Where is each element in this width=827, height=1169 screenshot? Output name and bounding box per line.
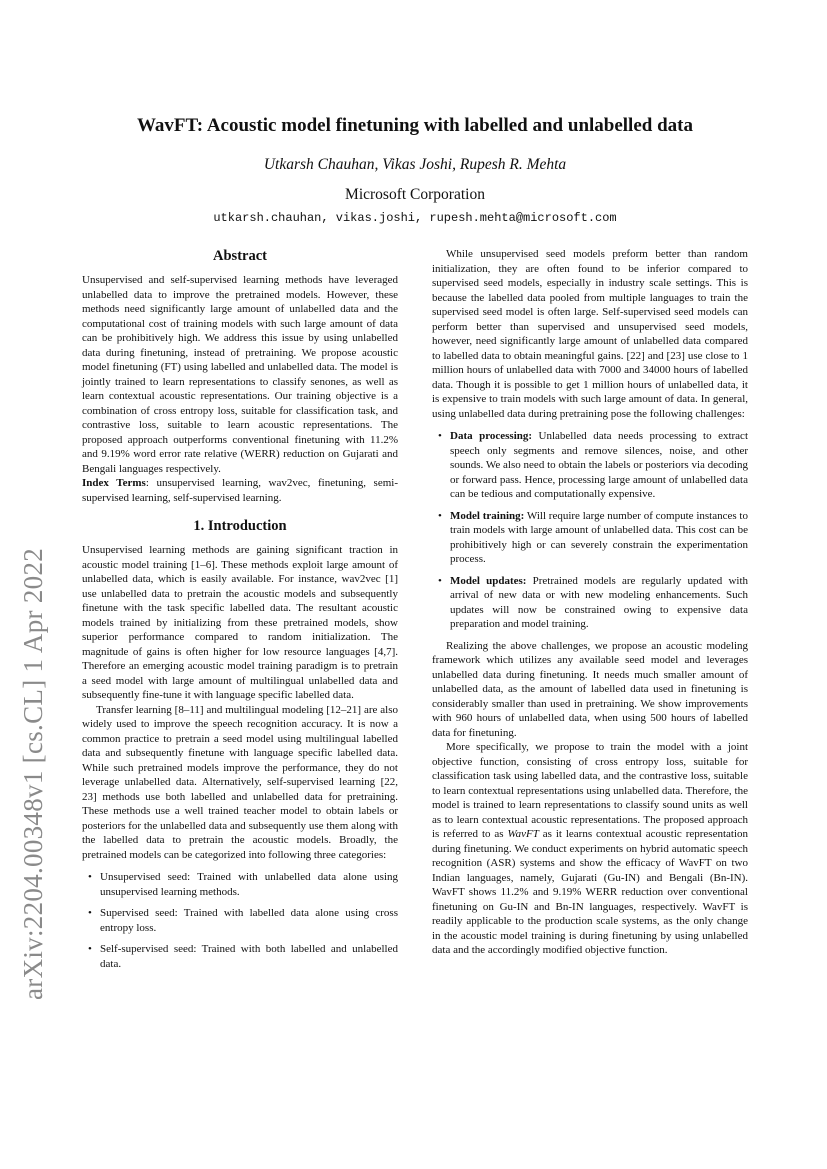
body-paragraph (432, 740, 748, 958)
body-paragraph: While unsupervised seed models preform better than random initialization, they are often found to be inferior compared to supervised seed models, especially in industry scale settings. This is because the labelled data pooled from multiple languages to train the supervised seed model is often large. Self-supervised seed models can perform better than supervised and unsupervised seed models, however, need significantly large amount of unlabelled data compared to labelled data to obtain meaningful gains. [22] and [23] use close to 1 million hours of unlabelled data with 7000 and 34000 hours of labelled data. Though it is possible to get 1 million hours of unlabelled data, it is expensive to train models with such large amount of data. In general, using unlabelled data during pretraining pose the following challenges: (432, 248, 748, 420)
body-text: More specifically, we propose to train the model with a joint objective function, consisting of cross entropy loss, suitable for classification task using labelled data, and the contrastive loss, suitable to learn contextual representations using unlabelled data. Therefore, the model is trained to learn representations to classify sound units as well as to learn contextual acoustic representations. The proposed approach is referred to as (432, 741, 748, 840)
list-item-heading: Data processing: (450, 430, 533, 442)
bullet-marker: • (438, 430, 442, 442)
affiliation: Microsoft Corporation (345, 186, 485, 203)
list-item-text: Supervised seed: Trained with labelled data alone using cross entropy loss. (100, 907, 398, 934)
list-item (88, 906, 398, 935)
author-list: Utkarsh Chauhan, Vikas Joshi, Rupesh R. Mehta (263, 156, 567, 173)
right-column (432, 247, 748, 958)
intro-paragraph: Unsupervised learning methods are gaining significant traction in acoustic model training [1–6]. These methods exploit large amount of unlabelled data, which is easily available. For instance, wav2vec [1] use unlabelled data to pretrain the acoustic models and subsequently finetune with the task specific labelled data. The resultant acoustic models trained by initializing from these pretrained models, show superior performance compared to random initialization. The magnitude of gains is often higher for low resource languages [4,7]. Therefore an emerging acoustic model training paradigm is to pretrain a seed model with large amount of multilingual unlabelled data and subsequently fine-tune it with language specific labelled data. (82, 544, 398, 701)
bullet-marker: • (438, 509, 442, 522)
list-item (88, 870, 398, 899)
author-emails: utkarsh.chauhan, vikas.joshi, rupesh.mehta@microsoft.com (213, 211, 617, 225)
list-item-text: Unsupervised seed: Trained with unlabelled data alone using unsupervised learning methods. (100, 871, 398, 898)
seed-categories-list (82, 870, 398, 971)
list-item (438, 429, 748, 502)
list-item (438, 574, 748, 632)
list-item-text: Pretrained models are regularly updated with arrival of new data or with new modeling enhancements. Such updates will now be constrained owing to expensive data preparation and model training. (450, 574, 748, 630)
list-item (88, 942, 398, 971)
list-item-text: Will require large number of compute instances to train models with large amount of unlabelled data. This cost can be prohibitively high or can severely constrain the experimentation process. (450, 509, 748, 565)
method-name: WavFT (507, 828, 539, 840)
bullet-marker: • (438, 574, 442, 587)
introduction-heading: 1. Introduction (193, 518, 287, 534)
arxiv-identifier-stamp: arXiv:2204.00348v1 [cs.CL] 1 Apr 2022 (18, 547, 48, 1000)
abstract-heading: Abstract (213, 248, 267, 264)
index-terms-text: : unsupervised learning, wav2vec, finetuning, semi-supervised learning, self-supervised learning. (82, 477, 398, 504)
intro-paragraph: Transfer learning [8–11] and multilingual modeling [12–21] are also widely used to improve the speech recognition accuracy. It is now a common practice to pretrain a seed model using multilingual labelled data and subsequently finetune with language specific labelled data. While such pretrained models improve the performance, they do not leverage unlabelled data. Alternatively, self-supervised learning [22, 23] methods use both labelled and unlabelled data for pretraining. These methods use a well trained teacher model to obtain labels or posteriors for the unlabelled data and subsequently use them along with the labelled data to pretrain the acoustic models. Broadly, the pretrained models can be categorized into following three categories: (82, 703, 398, 861)
challenges-list (432, 429, 748, 632)
body-text: as it learns contextual acoustic representation during finetuning. We conduct experiments on hybrid automatic speech recognition (ASR) systems and show the efficacy of WavFT on two Indian languages, namely, Gujarati (Gu-IN) and Bengali (Bn-IN). WavFT shows 11.2% and 9.19% WERR reduction over conventional finetuning on Gu-IN and Bn-IN languages, respectively. WavFT is readily applicable to the production scale systems, as the only change in the acoustic model training is during finetuning by using unlabelled data and the accordingly modified objective function. (432, 828, 748, 956)
list-item-text: Unlabelled data needs processing to extract speech only segments and remove silences, noise, and other sounds. We also need to obtain the labels or posteriors via decoding or forward pass. Hence, processing large amount of unlabelled data can be tedious and computationally expensive. (450, 430, 748, 500)
paper-header (80, 113, 750, 225)
list-item-heading: Model training: (450, 509, 525, 522)
body-paragraph: Realizing the above challenges, we propose an acoustic modeling framework which utilizes any available seed model and leverages unlabelled data during finetuning. It needs much smaller amount of unlabelled data, as the amount of labelled data used in finetuning is considerably smaller than used in pretraining. We show improvements with 960 hours of unlabelled data, when using 500 hours of labelled data for finetuning. (432, 639, 748, 739)
paper-title: WavFT: Acoustic model finetuning with labelled and unlabelled data (136, 115, 693, 136)
bullet-marker: • (88, 943, 92, 955)
list-item (438, 509, 748, 567)
list-item-heading: Model updates: (450, 574, 527, 587)
left-column (82, 247, 398, 978)
index-terms-label: Index Terms (82, 477, 146, 489)
bullet-marker: • (88, 871, 92, 883)
abstract-text: Unsupervised and self-supervised learning methods have leveraged unlabelled data to improve the pretrained models. However, these methods need significantly large amount of unlabelled data and the computational cost of training models with such large amount of data can be prohibitively high. We address this issue by using unlabelled data during finetuning, instead of pretraining. We propose acoustic model finetuning (FT) using labelled and unlabelled data. The model is jointly trained to learn representations to classify senones, as well as learn contextual acoustic representations. Our training objective is a combination of cross entropy loss, suitable for classification task, and contrastive loss, suitable to learn acoustic representations. The proposed approach outperforms conventional finetuning with 11.2% and 9.19% word error rate relative (WERR) reduction on Gujarati and Bengali languages respectively. (82, 274, 398, 475)
list-item-text: Self-supervised seed: Trained with both labelled and unlabelled data. (100, 943, 398, 970)
bullet-marker: • (88, 907, 92, 919)
index-terms (82, 476, 398, 505)
